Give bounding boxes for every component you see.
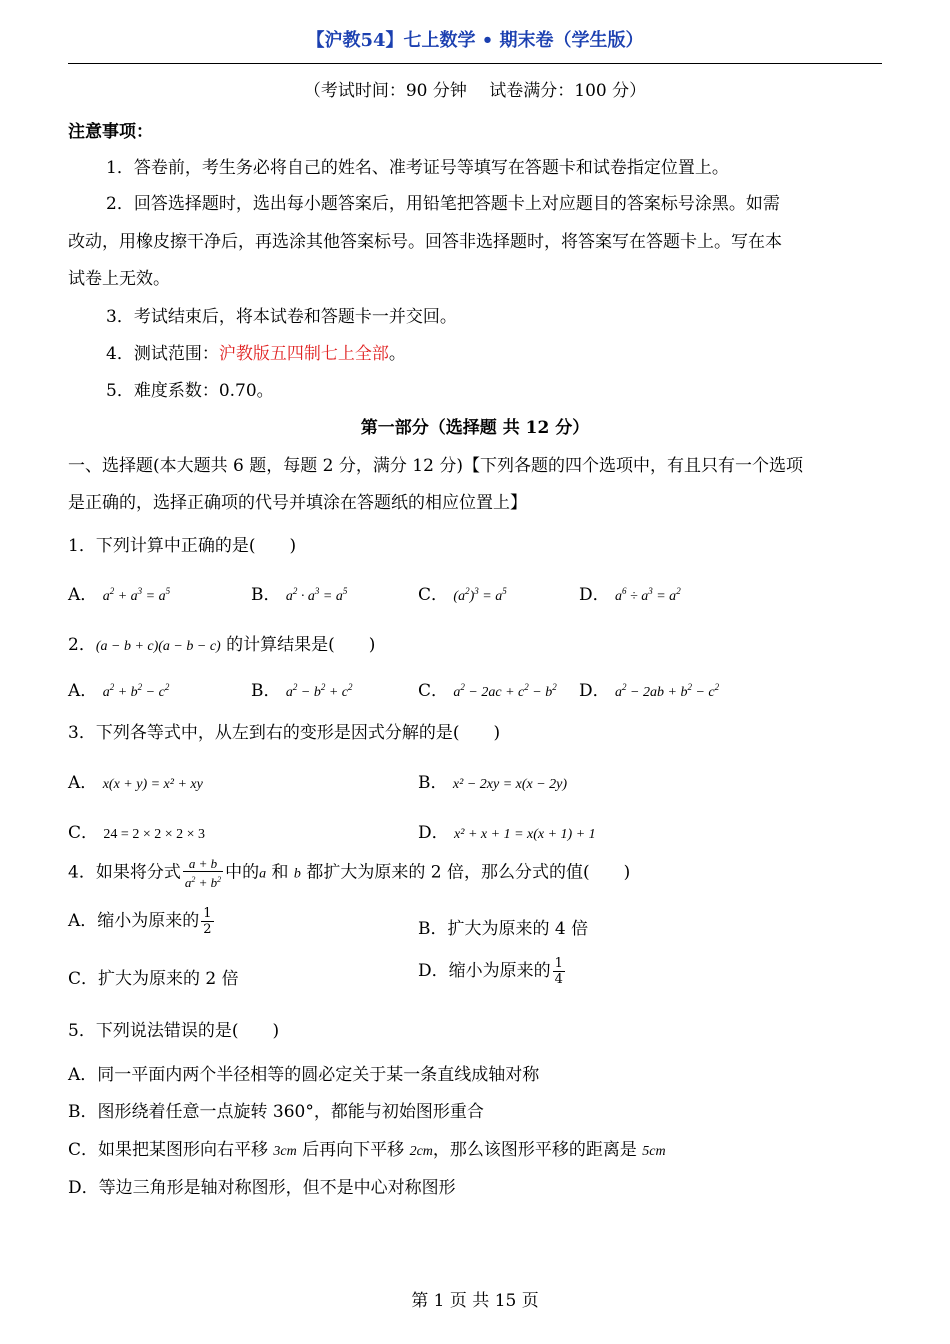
q1-option-c: C． $(a^2)^3 = a^5$ [418, 585, 507, 605]
notice-item-2-cont: 改动，用橡皮擦干净后，再选涂其他答案标号。回答非选择题时，将答案写在答题卡上。写在本 [68, 232, 782, 252]
q2-option-c: C． $a^2 - 2ac + c^2 - b^2$ [418, 681, 557, 701]
q2-option-a: A． $a^2 + b^2 - c^2$ [68, 681, 170, 701]
notice-item-3: 3．考试结束后，将本试卷和答题卡一并交回。 [106, 307, 457, 327]
q5-option-d: D．等边三角形是轴对称图形，但不是中心对称图形 [68, 1178, 456, 1198]
notice-item-1: 1．答卷前，考生务必将自己的姓名、准考证号等填写在答题卡和试卷指定位置上。 [106, 158, 729, 178]
notice-item-2-end: 试卷上无效。 [68, 269, 170, 289]
q3-option-b: B． x² − 2xy = x(x − 2y) [418, 773, 568, 793]
q1-option-b: B． $a^2 \cdot a^3 = a^5$ [251, 585, 348, 605]
q3-option-c: C． 24 = 2 × 2 × 2 × 3 [68, 823, 206, 843]
q4-option-a: A．缩小为原来的 $\frac{1}{2}$ [68, 906, 212, 937]
q4-option-b: B．扩大为原来的 4 倍 [418, 919, 589, 939]
q4-fraction: $\frac{a + b}{a^2 + b^2}$ [184, 856, 222, 890]
exam-info: （考试时间：90 分钟 试卷满分：100 分） [303, 81, 647, 101]
q4-option-c: C．扩大为原来的 2 倍 [68, 969, 239, 989]
q2-option-d: D． $a^2 - 2ab + b^2 - c^2$ [579, 681, 720, 701]
section-intro: 一、选择题(本大题共 6 题，每题 2 分，满分 12 分)【下列各题的四个选项中，有且只有一个选项 [68, 456, 803, 476]
header-divider [68, 63, 882, 64]
q4-option-d: D．缩小为原来的 $\frac{1}{4}$ [418, 956, 563, 987]
q5-option-b: B．图形绕着任意一点旋转 360°，都能与初始图形重合 [68, 1102, 484, 1122]
section-intro-cont: 是正确的，选择正确项的代号并填涂在答题纸的相应位置上】 [68, 493, 527, 513]
question-1-stem: 1．下列计算中正确的是( ) [68, 536, 297, 556]
notice-item-2: 2．回答选择题时，选出每小题答案后，用铅笔把答题卡上对应题目的答案标号涂黑。如需 [106, 194, 780, 214]
question-4-stem: 4．如果将分式 $\frac{a + b}{a^2 + b^2}$ 中的a 和 b 都扩大为原来的 2 倍，那么分式的值( ) [68, 856, 631, 890]
page-header-title: 【沪教54】七上数学 • 期末卷（学生版） [306, 30, 644, 51]
test-scope: 沪教版五四制七上全部 [218, 344, 389, 364]
q5-option-c: C．如果把某图形向右平移 3cm 后再向下平移 2cm，那么该图形平移的距离是 5cm [68, 1140, 666, 1160]
q1-option-d: D． $a^6 \div a^3 = a^2$ [579, 585, 681, 605]
q1-option-a: A． $a^2 + a^3 = a^5$ [68, 585, 171, 605]
question-3-stem: 3．下列各等式中，从左到右的变形是因式分解的是( ) [68, 723, 501, 743]
question-2-stem: 2．(a − b + c)(a − b − c) 的计算结果是( ) [68, 635, 376, 655]
part1-title: 第一部分（选择题 共 12 分） [360, 418, 590, 438]
question-5-stem: 5．下列说法错误的是( ) [68, 1021, 280, 1041]
notice-title: 注意事项： [68, 122, 153, 142]
notice-item-4: 4．测试范围：沪教版五四制七上全部。 [106, 344, 406, 364]
q5-option-a: A．同一平面内两个半径相等的圆必定关于某一条直线成轴对称 [68, 1065, 540, 1085]
q3-option-a: A． x(x + y) = x² + xy [68, 773, 203, 793]
notice-item-5: 5．难度系数：0.70。 [106, 381, 274, 401]
q2-option-b: B． $a^2 - b^2 + c^2$ [251, 681, 353, 701]
page-footer: 第 1 页 共 15 页 [411, 1291, 539, 1311]
q3-option-d: D． x² + x + 1 = x(x + 1) + 1 [418, 823, 596, 843]
